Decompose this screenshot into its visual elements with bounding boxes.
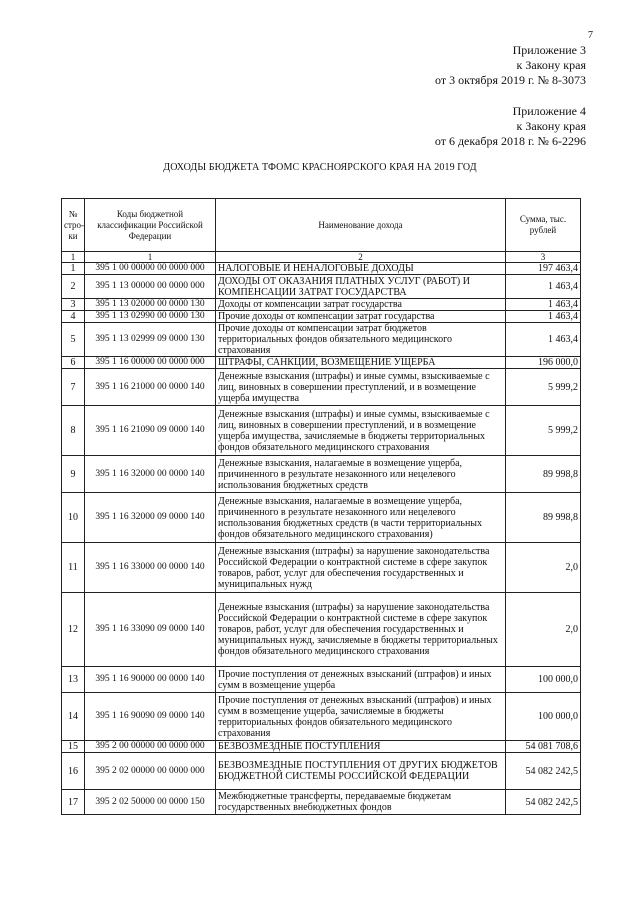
table-row: [62, 543, 581, 593]
row-sum: 1 463,4: [506, 311, 581, 323]
row-sum: 5 999,2: [506, 406, 581, 456]
index-cell: 1: [62, 252, 85, 263]
row-number: 4: [62, 311, 85, 323]
row-name: Прочие доходы от компенсации затрат бюджетов территориальных фондов обязательного медицинского страхования: [216, 323, 506, 357]
table-row: [62, 753, 581, 790]
table-header-row: [62, 199, 581, 252]
page-number: 7: [588, 30, 593, 41]
table-row: [62, 275, 581, 299]
row-code: 395 1 16 33090 09 0000 140: [85, 593, 216, 667]
row-sum: 89 998,8: [506, 493, 581, 543]
row-code: 395 1 16 21000 00 0000 140: [85, 369, 216, 406]
row-name: Прочие поступления от денежных взысканий (штрафов) и иных сумм в возмещение ущерба, зачисляемые в бюджеты территориальных фондов обязательного медицинского страхования: [216, 693, 506, 741]
row-sum: 2,0: [506, 543, 581, 593]
row-name: Доходы от компенсации затрат государства: [216, 299, 506, 311]
row-number: 14: [62, 693, 85, 741]
row-sum: 100 000,0: [506, 693, 581, 741]
row-sum: 100 000,0: [506, 667, 581, 693]
row-name: Прочие поступления от денежных взысканий (штрафов) и иных сумм в возмещение ущерба: [216, 667, 506, 693]
row-code: 395 1 16 32000 09 0000 140: [85, 493, 216, 543]
appendix-current-date: от 3 октября 2019 г. № 8-3073: [434, 73, 586, 87]
row-name: ШТРАФЫ, САНКЦИИ, ВОЗМЕЩЕНИЕ УЩЕРБА: [216, 357, 506, 369]
row-code: 395 1 16 90090 09 0000 140: [85, 693, 216, 741]
row-number: 16: [62, 753, 85, 790]
row-number: 12: [62, 593, 85, 667]
row-code: 395 1 13 00000 00 0000 000: [85, 275, 216, 299]
row-code: 395 1 16 90000 00 0000 140: [85, 667, 216, 693]
row-number: 3: [62, 299, 85, 311]
row-name: Денежные взыскания (штрафы) и иные суммы, взыскиваемые с лиц, виновных в совершении преступлений, и в возмещение ущерба имущества, зачисляемые в бюджеты территориальных фондов обязательного медицинского страхования: [216, 406, 506, 456]
row-code: 395 1 13 02999 09 0000 130: [85, 323, 216, 357]
index-cell: 2: [216, 252, 506, 263]
row-number: 6: [62, 357, 85, 369]
appendix-current-title: Приложение 3: [512, 43, 586, 57]
row-code: 395 1 13 02990 00 0000 130: [85, 311, 216, 323]
table-row: [62, 299, 581, 311]
row-name: Межбюджетные трансферты, передаваемые бюджетам государственных внебюджетных фондов: [216, 790, 506, 815]
document-title: ДОХОДЫ БЮДЖЕТА ТФОМС КРАСНОЯРСКОГО КРАЯ НА 2019 ГОД: [163, 162, 477, 173]
row-number: 10: [62, 493, 85, 543]
appendix-current-block: [435, 43, 586, 88]
row-name: БЕЗВОЗМЕЗДНЫЕ ПОСТУПЛЕНИЯ ОТ ДРУГИХ БЮДЖЕТОВ БЮДЖЕТНОЙ СИСТЕМЫ РОССИЙСКОЙ ФЕДЕРАЦИИ: [216, 753, 506, 790]
row-code: 395 2 02 00000 00 0000 000: [85, 753, 216, 790]
row-code: 395 1 16 21090 09 0000 140: [85, 406, 216, 456]
row-name: Денежные взыскания (штрафы) за нарушение законодательства Российской Федерации о контрактной системе в сфере закупок товаров, работ, услуг для обеспечения государственных и муниципальных нужд, зачисляемые в бюджеты территориальных фондов обязательного медицинского страхования: [216, 593, 506, 667]
row-sum: 5 999,2: [506, 369, 581, 406]
row-name: Прочие доходы от компенсации затрат государства: [216, 311, 506, 323]
index-cell: 1: [85, 252, 216, 263]
row-code: 395 1 13 02000 00 0000 130: [85, 299, 216, 311]
table-index-row: [62, 252, 581, 263]
row-code: 395 1 00 00000 00 0000 000: [85, 263, 216, 275]
row-number: 7: [62, 369, 85, 406]
row-name: Денежные взыскания, налагаемые в возмещение ущерба, причиненного в результате незаконного или нецелевого использования бюджетных средств: [216, 456, 506, 493]
row-sum: 1 463,4: [506, 323, 581, 357]
row-number: 13: [62, 667, 85, 693]
row-name: ДОХОДЫ ОТ ОКАЗАНИЯ ПЛАТНЫХ УСЛУГ (РАБОТ) И КОМПЕНСАЦИИ ЗАТРАТ ГОСУДАРСТВА: [216, 275, 506, 299]
row-name: БЕЗВОЗМЕЗДНЫЕ ПОСТУПЛЕНИЯ: [216, 741, 506, 753]
appendix-original-title: Приложение 4: [512, 104, 586, 118]
row-sum: 54 082 242,5: [506, 753, 581, 790]
row-name: НАЛОГОВЫЕ И НЕНАЛОГОВЫЕ ДОХОДЫ: [216, 263, 506, 275]
row-number: 1: [62, 263, 85, 275]
appendix-original-date: от 6 декабря 2018 г. № 6-2296: [434, 134, 586, 148]
index-cell: 3: [506, 252, 581, 263]
row-sum: 1 463,4: [506, 275, 581, 299]
row-sum: 89 998,8: [506, 456, 581, 493]
row-number: 17: [62, 790, 85, 815]
row-number: 5: [62, 323, 85, 357]
row-name: Денежные взыскания (штрафы) за нарушение законодательства Российской Федерации о контрактной системе в сфере закупок товаров, работ, услуг для обеспечения государственных и муниципальных нужд: [216, 543, 506, 593]
header-row-number: № стро-ки: [62, 199, 85, 252]
table-row: [62, 406, 581, 456]
appendix-current-law: к Закону края: [516, 58, 586, 72]
table-row: [62, 369, 581, 406]
row-sum: 54 082 242,5: [506, 790, 581, 815]
table-row: [62, 693, 581, 741]
row-number: 11: [62, 543, 85, 593]
row-number: 8: [62, 406, 85, 456]
table-row: [62, 593, 581, 667]
row-sum: 197 463,4: [506, 263, 581, 275]
table-row: [62, 493, 581, 543]
appendix-original-block: [435, 104, 586, 149]
row-code: 395 1 16 33000 00 0000 140: [85, 543, 216, 593]
row-number: 2: [62, 275, 85, 299]
header-budget-code: Коды бюджетной классификации Российской Федерации: [85, 199, 216, 252]
table-row: [62, 456, 581, 493]
row-number: 15: [62, 741, 85, 753]
row-code: 395 2 00 00000 00 0000 000: [85, 741, 216, 753]
row-sum: 54 081 708,6: [506, 741, 581, 753]
header-revenue-name: Наименование дохода: [216, 199, 506, 252]
revenue-table: [61, 198, 581, 815]
row-code: 395 2 02 50000 00 0000 150: [85, 790, 216, 815]
row-sum: 2,0: [506, 593, 581, 667]
header-sum: Сумма, тыс. рублей: [506, 199, 581, 252]
table-row: [62, 263, 581, 275]
table-row: [62, 323, 581, 357]
row-name: Денежные взыскания (штрафы) и иные суммы, взыскиваемые с лиц, виновных в совершении преступлений, и в возмещение ущерба имущества: [216, 369, 506, 406]
table-row: [62, 790, 581, 815]
row-sum: 196 000,0: [506, 357, 581, 369]
row-code: 395 1 16 00000 00 0000 000: [85, 357, 216, 369]
row-sum: 1 463,4: [506, 299, 581, 311]
row-number: 9: [62, 456, 85, 493]
table-row: [62, 667, 581, 693]
row-code: 395 1 16 32000 00 0000 140: [85, 456, 216, 493]
appendix-original-law: к Закону края: [516, 119, 586, 133]
table-row: [62, 311, 581, 323]
row-name: Денежные взыскания, налагаемые в возмещение ущерба, причиненного в результате незаконного или нецелевого использования бюджетных средств (в части территориальных фондов обязательного медицинского страхования): [216, 493, 506, 543]
table-row: [62, 741, 581, 753]
table-row: [62, 357, 581, 369]
